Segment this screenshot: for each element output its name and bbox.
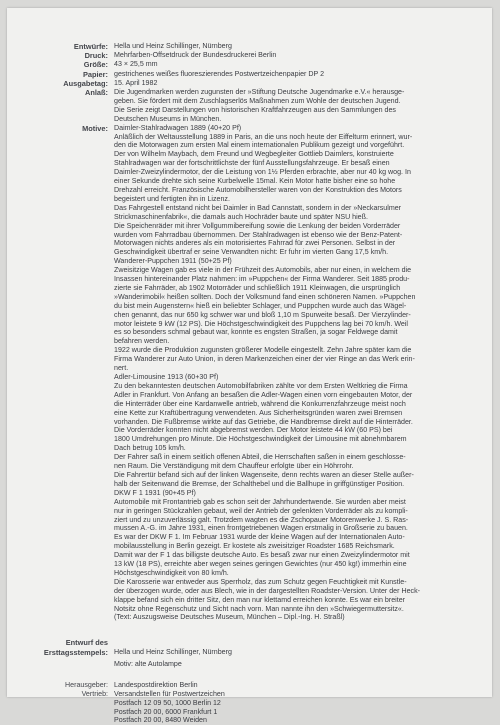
stempel-label — [7, 638, 108, 668]
text-line: vorhanden. Die Fußbremse wirkte auf das Getriebe, die Handbremse direkt auf die Hinterräder. — [114, 417, 413, 426]
field-row — [7, 124, 492, 623]
text-line: (Text: Auszugsweise Deutsches Museum, München – Dipl.-Ing. H. Straßl) — [114, 613, 345, 622]
text-line: DKW F 1 1931 (90+45 Pf) — [114, 488, 196, 497]
text-line: du bist mein Augenstern« hieß ein beliebter Schlager, und Puppchen wurde auch das Wägel- — [114, 301, 407, 310]
text-line: Daimler-Zweizylindermotor, der die Leistung von 1½ Pferden erbrachte, aber nur 40 kg wog. In — [114, 168, 411, 177]
text-line: 43 × 25,5 mm — [114, 60, 158, 69]
publisher-row — [7, 681, 492, 725]
field-value — [114, 124, 479, 623]
text-line: Daimler-Stahlradwagen 1889 (40+20 Pf) — [114, 123, 242, 132]
text-line: nur in geringen Stückzahlen gebaut, weil der Antrieb der gelenkten Vorderräder als zu kompli- — [114, 506, 408, 515]
field-value — [114, 79, 479, 88]
field-label: Anlaß: — [85, 88, 108, 98]
sheet-content — [7, 42, 492, 725]
text-line: 13 kW (18 PS), erreichte aber wegen seines geringen Gewichtes (nur 450 kg!) immerhin eine — [114, 560, 407, 569]
text-line: Insassen hintereinander Platz nahmen: im »Puppchen« der Firma Wanderer. Seit 1885 produ- — [114, 275, 410, 284]
text-line: begeistert und fertigten ihn in Lizenz. — [114, 194, 230, 203]
stempel-row — [7, 638, 492, 668]
text-line: motor leistete 9 kW (12 PS). Die Höchstgeschwindigkeit des Puppchens lag bei 70 km/h. Weil — [114, 319, 409, 328]
text-line: Die Fahrertür befand sich auf der linken Wagenseite, denn rechts waren an dieser Stelle außer- — [114, 470, 414, 479]
text-line: Die Karosserie war entweder aus Sperrholz, das zum Schutz gegen Feuchtigkeit mit Kunstle- — [114, 577, 407, 586]
address-line: Postfach 20 00, 8480 Weiden — [114, 716, 207, 725]
field-label: Ausgabetag: — [63, 78, 108, 88]
stempel-designer: Hella und Heinz Schillinger, Nürnberg — [114, 647, 232, 656]
address-line: Postfach 20 00, 6000 Frankfurt 1 — [114, 707, 218, 716]
text-line: Drehzahl erreicht. Französische Automobilhersteller waren von der Konstruktion des Motors — [114, 185, 402, 194]
address-line: Landespostdirektion Berlin — [114, 680, 198, 689]
text-line: nen Raum. Die Verständigung mit dem Chauffeur erfolgte über ein Höhrrohr. — [114, 462, 354, 471]
stempel-value — [114, 638, 479, 668]
text-line: Die Vorderräder konnten nicht abgebremst werden. Der Motor leistete 44 kW (60 PS) bei — [114, 426, 393, 435]
field-row — [7, 79, 492, 88]
text-line: klappe befand sich ein dritter Sitz, den man nur klettamd erreichen konnte. Es war ein breiter — [114, 595, 405, 604]
field-value — [114, 42, 479, 51]
stempel-label-line1: Entwurf des — [65, 638, 108, 648]
text-line: chen genannt, das nur 650 kg schwer war und bloß 1,10 m Spurweite besaß. Der Vierzylinder- — [114, 310, 411, 319]
field-row — [7, 88, 492, 124]
text-line: den die Motorwagen zum ersten Mal einem internationalen Publikum gezeigt und vorgeführt. — [114, 141, 405, 150]
field-label: Papier: — [82, 69, 108, 79]
text-line: gestrichenes weißes fluoreszierendes Postwertzeichenpapier DP 2 — [114, 69, 325, 78]
address-line: Postfach 12 09 50, 1000 Berlin 12 — [114, 698, 221, 707]
text-line: 1800 Umdrehungen pro Minute. Die Höchstgeschwindigkeit der Limousine mit abnehmbarem — [114, 435, 407, 444]
field-label: Größe: — [83, 60, 108, 70]
publisher-label-herausgeber: Herausgeber: — [65, 680, 108, 689]
text-line: einer Sekunde drehte sich seine Kurbelwelle 15mal. Kein Motor hatte bisher eine so hohe — [114, 177, 396, 186]
text-line: eine Kette zur Kraftübertragung verwendeten. Aus Sicherheitsgründen waren zwei Bremsen — [114, 408, 403, 417]
text-line: Stahlradwagen war der fortschrittlichste der fünf Ausstellungsfahrzeuge. Er besaß einen — [114, 159, 390, 168]
stempel-motiv: Motiv: alte Autolampe — [114, 659, 182, 668]
publisher-lines — [114, 681, 479, 725]
text-line: 15. April 1982 — [114, 78, 158, 87]
field-value — [114, 51, 479, 60]
spacer — [7, 622, 492, 638]
text-line: Wanderer-Puppchen 1911 (50+25 Pf) — [114, 257, 232, 266]
text-line: die Hinterräder über eine Kardanwelle antrieb, während die Konkurrenzfahrzeuge meist noch — [114, 399, 406, 408]
text-line: Adler in Frankfurt. Von Anfang an besaßen die Adler-Wagen einen vorn eingebauten Motor, der — [114, 390, 413, 399]
text-line: Automobile mit Frontantrieb gab es schon seit der Jahrhundertwende. Sie wurden aber meist — [114, 497, 406, 506]
stempel-label-line2: Ersttagsstempels: — [43, 647, 108, 657]
field-label: Druck: — [84, 51, 108, 61]
text-line: Damit war der F 1 das billigste deutsche Auto. Es besaß zwar nur einen Zweizylindermotor mit — [114, 551, 410, 560]
text-line: halb der Seitenwand die Bremse, der Schalthebel und die Ballhupe in griffgünstiger Position. — [114, 479, 405, 488]
text-line: Zweisitzige Wagen gab es viele in der Frühzeit des Automobils, aber nur einen, in welchem die — [114, 266, 412, 275]
field-value — [114, 88, 479, 124]
address-line: Versandstellen für Postwertzeichen — [114, 689, 225, 698]
text-line: Anläßlich der Weltausstellung 1889 in Paris, an die uns noch heute der Eiffelturm erinnert, wur- — [114, 132, 413, 141]
text-line: Adler-Limousine 1913 (60+30 Pf) — [114, 373, 219, 382]
text-line: Die Serie zeigt Darstellungen von historischen Kraftfahrzeugen aus den Sammlungen des — [114, 105, 396, 114]
text-line: 1922 wurde die Produktion zugunsten größerer Modelle eingestellt. Zehn Jahre später kam die — [114, 346, 412, 355]
field-value — [114, 70, 479, 79]
text-line: Motorwagen nichts anderes als ein motorisiertes Fahrrad für zwei Personen. Selbst in der — [114, 239, 396, 248]
text-line: der überzogen wurde, oder aus Blech, wie in der dargestellten Roadster-Version. Unter der Heck- — [114, 586, 420, 595]
text-line: zierte sie Fahrräder, ab 1902 Motorräder und schließlich 1911 Kleinwagen, die ursprünglich — [114, 283, 401, 292]
spacer — [7, 669, 492, 681]
text-line: Deutschen Museums in München. — [114, 114, 222, 123]
fields-section — [7, 42, 492, 622]
text-line: Firma Wanderer zur Auto Union, in deren Markenzeichen einer der vier Ringe an das Werk erin- — [114, 355, 415, 364]
text-line: es so besonders schmal gebaut war, konnte es engsten Straßen, ja sogar Feldwege damit — [114, 328, 398, 337]
text-line: Der Fahrer saß in einem seitlich offenen Abteil, die Herrschaften saßen in einem geschlosse- — [114, 453, 406, 462]
text-line: Mehrfarben-Offsetdruck der Bundesdruckerei Berlin — [114, 51, 277, 60]
field-row — [7, 70, 492, 79]
field-label: Motive: — [82, 123, 108, 133]
text-line: Geschwindigkeit übertraf er seine Verwandten nicht: Er fuhr im vierten Gang 17,5 km/h. — [114, 248, 389, 257]
text-line: Zu den bekanntesten deutschen Automobilfabriken zählte vor dem Ersten Weltkrieg die Firma — [114, 381, 408, 390]
text-line: Dach betrug 105 km/h. — [114, 444, 186, 453]
text-line: Der von Wilhelm Maybach, dem Freund und Wegbegleiter Gottlieb Daimlers, konstruierte — [114, 150, 394, 159]
info-sheet — [7, 8, 492, 725]
text-line: Die Jugendmarken werden zugunsten der »Stiftung Deutsche Jugendmarke e.V.« herausge- — [114, 88, 405, 97]
text-line: Hella und Heinz Schillinger, Nürnberg — [114, 42, 232, 50]
text-line: mussen A.-G. im Jahre 1931, einen frontgetriebenen Wagen erstmalig in Großserie zu bauen. — [114, 524, 408, 533]
text-line: ziert und zu unzuverlässig galt. Trotzdem wagten es die Zschopauer Motorenwerke J. S. Ras- — [114, 515, 409, 524]
text-line: wurden vom Fahrradbau übernommen. Der Stahlradwagen ist ebenso wie der Benz-Patent- — [114, 230, 403, 239]
publisher-label-vertrieb: Vertrieb: — [81, 689, 108, 698]
text-line: befahren werden. — [114, 337, 170, 346]
field-row — [7, 60, 492, 69]
text-line: mobilausstellung in Berlin gezeigt. Er kostete als zweisitziger Roadster 1685 Reichsmark. — [114, 542, 395, 551]
text-line: Notsitz ohne Regenschutz und Sicht nach vorn. Man nannte ihn den »Schwiegermuttersitz«. — [114, 604, 404, 613]
field-row — [7, 51, 492, 60]
text-line: Die Speichenräder mit ihrer Vollgummibereifung sowie die Lenkung der beiden Vorderräder — [114, 221, 401, 230]
field-label: Entwürfe: — [73, 42, 108, 51]
text-line: »Wanderimobil« heißen sollten. Doch der Volksmund fand einen schöneren Namen. »Puppchen — [114, 292, 416, 301]
text-line: Strickmaschinenfabrik«, die damals auch Hochräder baute und später NSU hieß. — [114, 212, 368, 221]
text-line: Höchstgeschwindigkeit von 80 km/h. — [114, 568, 229, 577]
text-line: nert. — [114, 364, 129, 373]
text-line: geben. Sie fördert mit dem Zuschlagserlös Maßnahmen zum Wohle der deutschen Jugend. — [114, 96, 401, 105]
publisher-labels — [7, 681, 108, 725]
text-line: Es war der DKW F 1. Im Februar 1931 wurde der kleine Wagen auf der Internationalen Auto- — [114, 533, 405, 542]
field-row — [7, 42, 492, 51]
text-line: Das Fahrgestell entstand nicht bei Daimler in Bad Cannstatt, sondern in der »Neckarsulmer — [114, 203, 402, 212]
field-value — [114, 60, 479, 69]
